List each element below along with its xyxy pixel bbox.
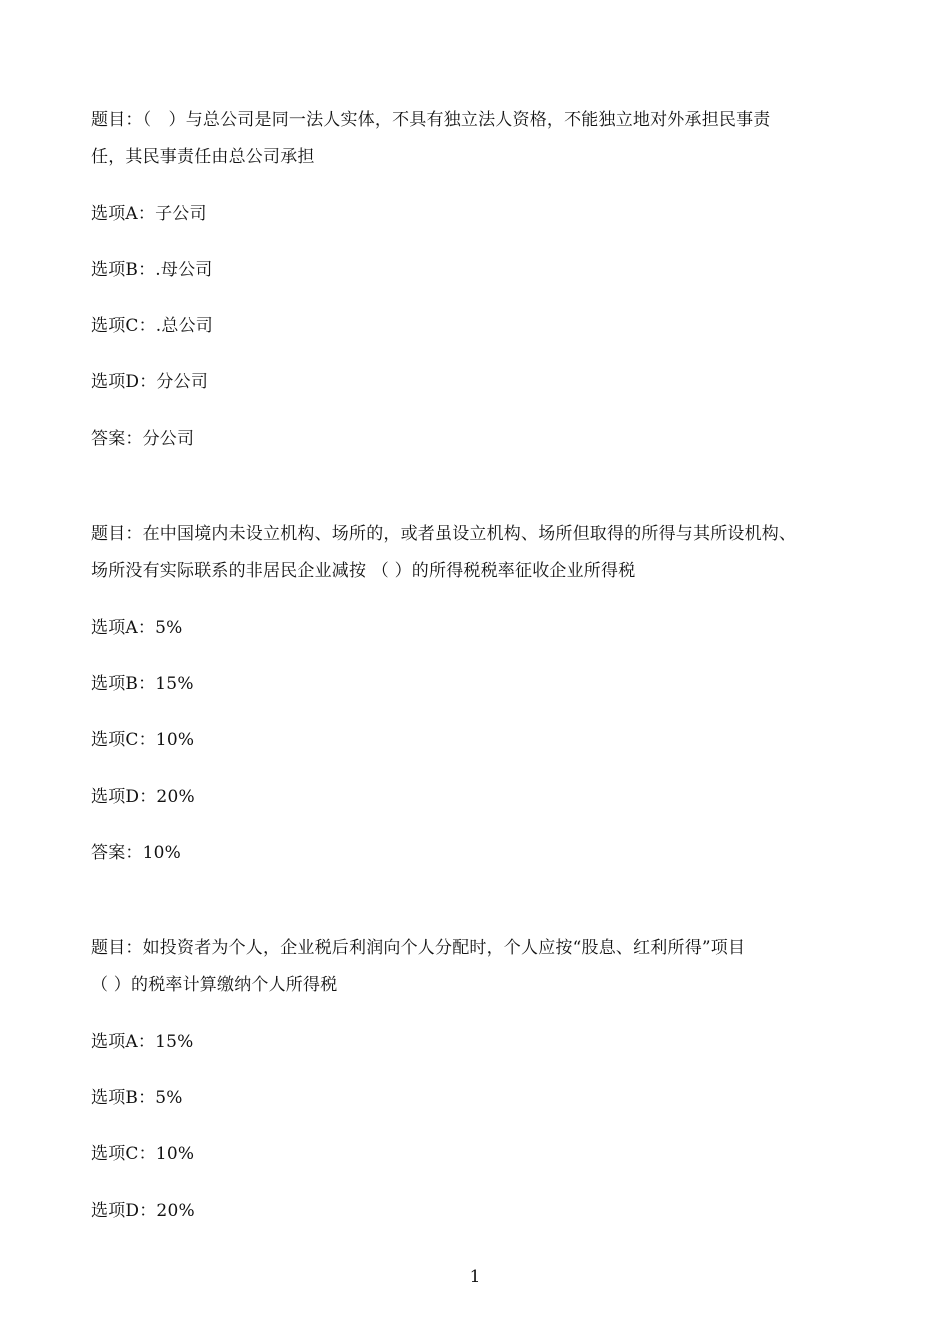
option-d: 选项D：20%	[91, 787, 195, 807]
question-text: 题目：在中国境内未设立机构、场所的，或者虽设立机构、场所但取得的所得与其所设机构、	[91, 524, 797, 544]
option-b: 选项B：.母公司	[91, 260, 213, 280]
option-d: 选项D：分公司	[91, 372, 209, 392]
question-text-continued: 场所没有实际联系的非居民企业减按 （ ）的所得税税率征收企业所得税	[91, 561, 636, 581]
answer: 答案：分公司	[91, 429, 195, 449]
answer: 答案：10%	[91, 843, 181, 863]
question-text-continued: 任，其民事责任由总公司承担	[91, 147, 315, 167]
option-a: 选项A：子公司	[91, 204, 207, 224]
question-text-continued: （ ）的税率计算缴纳个人所得税	[91, 975, 338, 995]
question-text: 题目：如投资者为个人，企业税后利润向个人分配时，个人应按“股息、红利所得”项目	[91, 938, 746, 958]
option-b: 选项B：5%	[91, 1088, 183, 1108]
question-text: 题目：（ ）与总公司是同一法人实体，不具有独立法人资格，不能独立地对外承担民事责	[91, 110, 771, 130]
option-c: 选项C：.总公司	[91, 316, 214, 336]
option-c: 选项C：10%	[91, 1144, 195, 1164]
option-c: 选项C：10%	[91, 730, 195, 750]
page-number: 1	[469, 1267, 481, 1287]
option-a: 选项A：5%	[91, 618, 183, 638]
option-b: 选项B：15%	[91, 674, 194, 694]
option-d: 选项D：20%	[91, 1201, 195, 1221]
option-a: 选项A：15%	[91, 1032, 194, 1052]
